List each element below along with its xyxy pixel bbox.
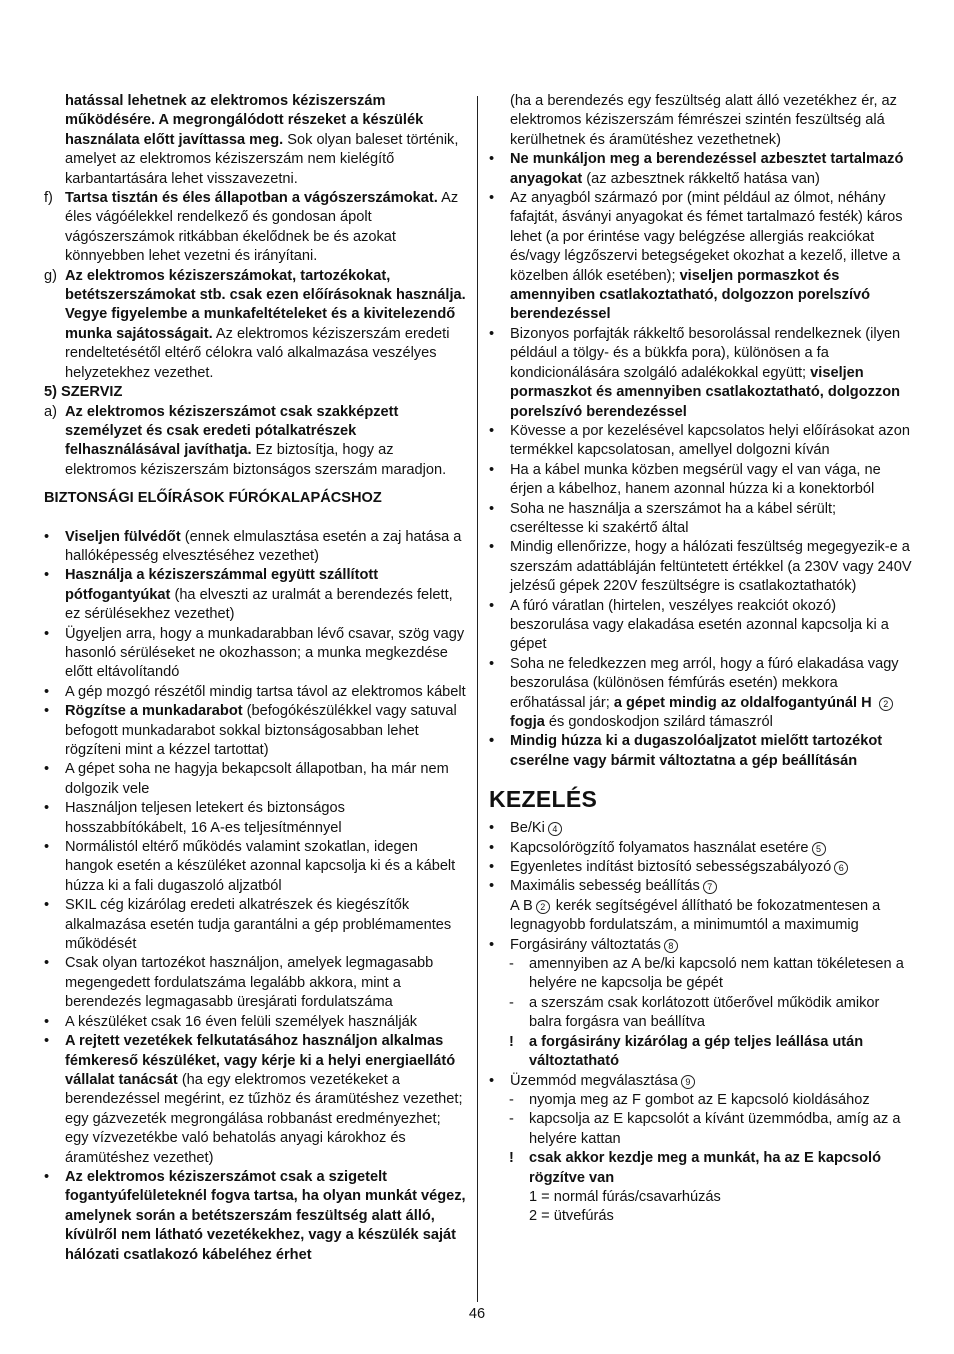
bullet-item (489, 538, 913, 596)
text: Bizonyos porfajták rákkeltő besorolással rendelkeznek (ilyen például a tölgy- és a bükkfa pora), különösen a fa kondicionálására szolgáló adalékokkal együtt; (510, 325, 901, 381)
list-marker: • (489, 1072, 495, 1089)
bold-text: Tartsa tisztán és éles állapotban a vágószerszámokat. (65, 190, 438, 207)
figure-reference-number: 2 (536, 900, 550, 914)
left-column (44, 92, 468, 1265)
bullet-item (489, 839, 913, 858)
figure-reference-number: 2 (879, 697, 893, 711)
bullet-item (44, 683, 468, 702)
bullet-item (489, 655, 913, 733)
list-marker: • (44, 955, 50, 972)
bold-text: a gépet mindig az oldalfogantyúnál H (613, 694, 876, 711)
text: nyomja meg az F gombot az E kapcsoló kioldásához (529, 1091, 870, 1108)
bold-text: viseljen pormaszkot és amennyiben csatlakoztatható, dolgozzon porelszívó berendezéssel (510, 364, 901, 420)
text: Üzemmód megválasztása (510, 1072, 678, 1089)
bullet-item (489, 819, 913, 838)
paragraph (44, 267, 468, 383)
text: Az éles vágóélekkel rendelkező és gondosan ápolt vágószerszámok ritkábban ékelődnek be és azokat könnyebben lehet vezetni és irányítani. (65, 190, 459, 265)
bullet-item (44, 896, 468, 954)
bold-text: Ne munkáljon meg a berendezéssel azbesztet tartalmazó anyagokat (510, 151, 904, 187)
list-marker: • (489, 190, 495, 207)
text: A készüléket csak 16 éven felüli személyek használják (65, 1013, 418, 1030)
text: 2 = ütvefúrás (529, 1208, 614, 1225)
list-marker: • (489, 461, 495, 478)
bullet-item (44, 760, 468, 799)
bold-text: Viseljen fülvédőt (65, 528, 181, 545)
list-marker: f) (44, 190, 53, 207)
text: Kövesse a por kezelésével kapcsolatos helyi előírásokat azon termékkel kapcsolatosan, amellyel dolgozni kíván (510, 422, 910, 459)
paragraph (489, 897, 913, 936)
bullet-item (489, 877, 913, 896)
text: Egyenletes indítást biztosító sebességszabályozó (510, 859, 832, 876)
list-marker: - (509, 956, 514, 973)
bullet-item (489, 150, 913, 189)
list-marker: - (509, 1091, 514, 1108)
text: A fúró váratlan (hirtelen, veszélyes reakciót okozó) beszorulása vagy elakadása esetén azonnal kapcsolja ki a gépet (510, 597, 889, 653)
spacer (44, 509, 468, 528)
text: Ha a kábel munka közben megsérül vagy el van vága, ne érjen a kábelhoz, hanem azonnal húzza ki a konektorból (510, 461, 881, 498)
list-marker: • (489, 151, 495, 168)
text: Kapcsolórögzítő folyamatos használat esetére (510, 839, 809, 856)
section-heading: BIZTONSÁGI ELŐÍRÁSOK FÚRÓKALAPÁCSHOZ (44, 490, 382, 507)
sub-list-item (489, 1091, 913, 1110)
text: Az elektromos kéziszerszám eredeti rendeltetésétől eltérő célokra való alkalmazása veszélyes helyzetekhez vezethet. (65, 325, 450, 381)
list-marker: • (44, 567, 50, 584)
text: Be/Ki (510, 820, 545, 837)
bold-text: Az elektromos kéziszerszámot csak szakképzett személyzet és csak eredeti pótalkatrészek felhasználásával javíthatja. (65, 403, 399, 459)
text: Sok olyan baleset történik, amelyet az elektromos kéziszerszám nem kielégítő karbantartására lehet visszavezetni. (65, 131, 459, 187)
page-number: 46 (468, 1306, 486, 1322)
figure-reference-number: 8 (664, 939, 678, 953)
list-marker: • (44, 528, 50, 545)
list-marker: • (489, 597, 495, 614)
figure-reference-number: 7 (703, 880, 717, 894)
text: A B (510, 897, 533, 914)
text: Használjon teljesen letekert és biztonságos hosszabbítókábelt, 16 A-es teljesítménnyel (65, 800, 345, 836)
bold-text: Rögzítse a munkadarabot (65, 703, 243, 720)
text: Ez biztosítja, hogy az elektromos kéziszerszám biztonságos szerszám maradjon. (65, 442, 447, 478)
bullet-item (489, 732, 913, 771)
list-marker: • (489, 500, 495, 517)
list-marker: • (44, 1033, 50, 1050)
bullet-item (489, 500, 913, 539)
bullet-item (489, 189, 913, 325)
list-marker: - (509, 994, 514, 1011)
sub-list-item (489, 1110, 913, 1149)
bullet-item (44, 1168, 468, 1265)
bold-text: viseljen pormaszkot és amennyiben csatlakoztatható, dolgozzon porelszívó berendezéssel (510, 267, 871, 323)
sub-list-item (489, 955, 913, 994)
bold-text: a forgásirány kizárólag a gép teljes leállása után változtatható (529, 1033, 864, 1070)
list-marker: • (44, 1168, 50, 1185)
bold-text: fogja (510, 714, 545, 730)
bullet-item (44, 799, 468, 838)
bullet-item (44, 838, 468, 896)
text: kerék segítségével állítható be fokozatmentesen a legnagyobb fordulatszám, a minimumtól a maximumig (510, 897, 881, 934)
list-marker: • (44, 625, 50, 642)
list-marker: • (44, 703, 50, 720)
list-marker: • (44, 800, 50, 817)
text: kapcsolja az E kapcsolót a kívánt üzemmódba, amíg az a helyére kattan (529, 1111, 901, 1147)
column-divider (477, 96, 478, 1302)
bullet-item (44, 954, 468, 1012)
text: amennyiben az A be/ki kapcsoló nem kattan tökéletesen a helyére ne kapcsolja be gépét (529, 956, 904, 992)
bold-text: Az elektromos kéziszerszámokat, tartozékokat, betétszerszámokat stb. csak ezen előírásoknak használja. Vegye figyelembe a munkafeltételeket és a kivitelezendő munka sajátosságait. (65, 267, 466, 342)
paragraph (44, 92, 468, 189)
sub-list-item (489, 1207, 913, 1226)
text: és gondoskodjon szilárd támaszról (544, 714, 773, 730)
list-marker: • (44, 761, 50, 778)
bold-text: csak akkor kezdje meg a munkát, ha az E kapcsoló rögzítve van (529, 1150, 882, 1186)
list-marker: • (489, 325, 495, 342)
text: (ennek elmulasztása esetén a zaj hatása a hallóképesség elvesztéséhez vezethet) (65, 528, 462, 564)
bullet-item (44, 1032, 468, 1168)
text: Forgásirány változtatás (510, 936, 661, 953)
bold-text: A rejtett vezetékek felkutatásához használjon alkalmas fémkereső készüléket, vagy kérje ki a helyi energiaellátó vállalat tanácsát (65, 1033, 456, 1088)
paragraph (44, 403, 468, 481)
text: Mindig ellenőrizze, hogy a hálózati feszültség megegyezik-e a szerszám adattábláján feltüntetett értékkel (a 230V vagy 240V jelzésű gépek 220V feszültségre is csatlakoztathatók) (510, 539, 912, 595)
text: (befogókészülékkel vagy satuval befogott munkadarabot sokkal biztonságosabban lehet rögzíteni mint a kézzel tartottat) (65, 703, 457, 758)
bullet-item (489, 325, 913, 422)
list-marker: • (489, 422, 495, 439)
paragraph (489, 92, 913, 150)
text: Soha ne használja a szerszámot ha a kábel sérült; cseréltesse ki szakértő által (510, 500, 837, 536)
bullet-item (489, 936, 913, 955)
text: Normálistól eltérő működés valamint szokatlan, idegen hangok esetén a készüléket azonnal kapcsolja ki és a kábelt húzza ki a fali dugaszoló aljzatból (65, 839, 456, 894)
spacer (44, 480, 468, 489)
bold-text: hatással lehetnek az elektromos kéziszerszám működésére. A megrongálódott részeket a készülék használata előtt javíttassa meg. (65, 93, 424, 148)
figure-reference-number: 6 (834, 861, 848, 875)
list-marker: g) (44, 267, 57, 284)
text: Maximális sebesség beállítás (510, 878, 700, 895)
bold-text: Mindig húzza ki a dugaszolóaljzatot mielőtt tartozékot cserélne vagy bármit változtatna a gép beállításán (510, 733, 883, 769)
sub-list-item (489, 1149, 913, 1188)
list-marker: • (489, 839, 495, 856)
sub-list-item (489, 1033, 913, 1072)
bullet-item (44, 1013, 468, 1032)
bullet-item (489, 858, 913, 877)
bullet-item (489, 1072, 913, 1091)
bullet-item (44, 625, 468, 683)
figure-reference-number: 9 (681, 1075, 695, 1089)
list-marker: • (489, 539, 495, 556)
text: (ha a berendezés egy feszültség alatt álló vezetékhez ér, az elektromos kéziszerszám fémrészei szintén feszültség alá kerülhetnek és áramütéshez vezethetnek) (510, 93, 897, 148)
bullet-item (489, 461, 913, 500)
text: Ügyeljen arra, hogy a munkadarabban lévő csavar, szög vagy hasonló sérüléseket ne okozhasson; a munka megkezdése előtt eltávolítandó (65, 625, 465, 681)
text: 1 = normál fúrás/csavarhúzás (529, 1188, 721, 1205)
bold-text: Használja a kéziszerszámmal együtt szállított pótfogantyúkat (65, 567, 379, 603)
list-marker: a) (44, 403, 57, 420)
chapter-title: KEZELÉS (489, 786, 598, 813)
text: SKIL cég kizárólag eredeti alkatrészek és kiegészítők alkalmazása esetén tudja garantálni a gép problémamentes működését (65, 897, 452, 953)
text: Soha ne feledkezzen meg arról, hogy a fúró elakadása vagy beszorulása (különösen fémfúrás esetén) mekkora erőhatással jár; (510, 655, 899, 711)
sub-list-item (489, 994, 913, 1033)
list-marker: - (509, 1111, 514, 1128)
bold-text: Az elektromos kéziszerszámot csak a szigetelt fogantyúfelületeknél fogva tartsa, ha olyan munkát végez, amelynek során a betétszerszám feszültség alatt álló, kívülről nem látható vezetékekhez, vagy a készülék saját hálózati csatlakozó kábeléhez érhet (65, 1168, 466, 1263)
list-marker: • (44, 839, 50, 856)
figure-reference-number: 4 (548, 822, 562, 836)
list-marker: • (44, 683, 50, 700)
list-marker: • (489, 820, 495, 837)
figure-reference-number: 5 (812, 842, 826, 856)
sub-list-item (489, 1188, 913, 1207)
list-marker: • (44, 1013, 50, 1030)
list-marker: • (489, 859, 495, 876)
text: Csak olyan tartozékot használjon, amelyek legmagasabb megengedett fordulatszáma legalább akkora, mint a berendezés legmagasabb üresjárati fordulatszáma (65, 955, 434, 1011)
text: Az anyagból származó por (mint például az ólmot, néhány fafajtát, ásványi anyagokat és fémet tartalmazó festék) káros lehet (a por érintése vagy belégzése allergiás reakciókat és/vagy légzőszervi betegségeket okozhat a kezelő, illetve a közelben állók esetében); (510, 190, 903, 284)
bullet-item (489, 422, 913, 461)
right-column (489, 92, 913, 1227)
list-marker: • (489, 878, 495, 895)
paragraph (44, 189, 468, 267)
bullet-item (489, 597, 913, 655)
list-marker: • (44, 897, 50, 914)
text: (az azbesztnek rákkeltő hatása van) (582, 170, 820, 187)
bullet-item (44, 702, 468, 760)
list-marker: • (489, 936, 495, 953)
text: A gépet soha ne hagyja bekapcsolt állapotban, ha már nem dolgozik vele (65, 761, 449, 797)
text: (ha egy elektromos vezetékeket a berendezéssel megérint, ez tűzhöz és áramütéshez vezethet; egy gázvezeték megrongálása robbanást eredményezhet; egy vízvezetékbe való behatolás anyagi károkhoz és áramütéshez vezethet) (65, 1071, 463, 1166)
list-marker: • (489, 655, 495, 672)
list-marker: • (489, 733, 495, 750)
list-marker: ! (509, 1150, 514, 1167)
bullet-item (44, 566, 468, 624)
section-heading: 5) SZERVIZ (44, 384, 123, 401)
text: a szerszám csak korlátozott ütőerővel működik amikor balra forgásra van beállítva (529, 994, 880, 1031)
text: A gép mozgó részétől mindig tartsa távol az elektromos kábelt (65, 683, 466, 700)
bullet-item (44, 528, 468, 567)
text: (ha elveszti az uralmát a berendezés felett, ez sérülésekhez vezethet) (65, 586, 453, 623)
list-marker: ! (509, 1033, 514, 1050)
